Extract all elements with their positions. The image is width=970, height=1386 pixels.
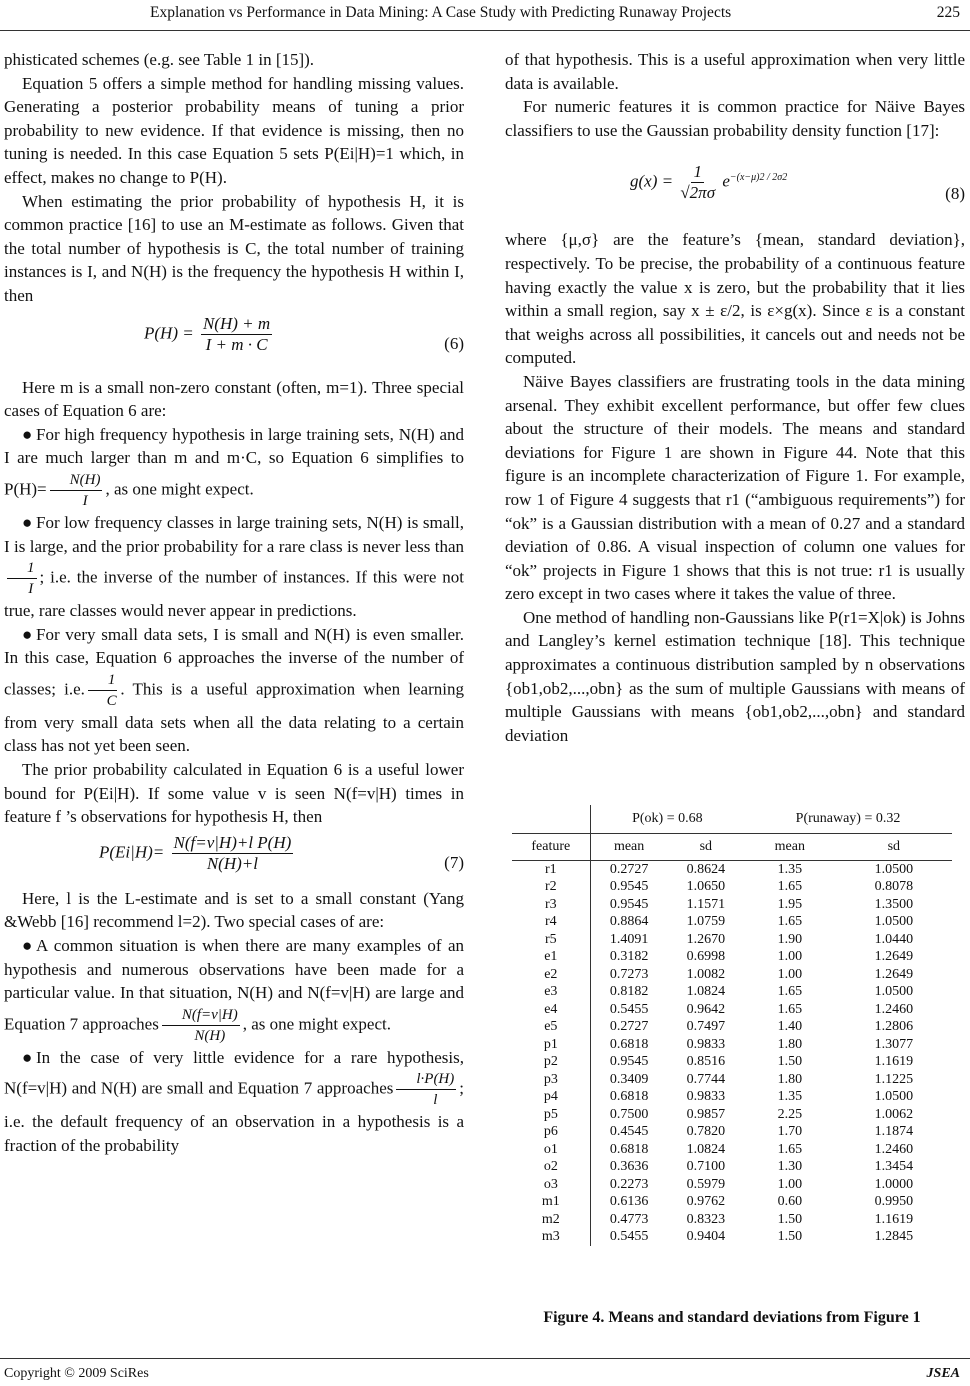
table-cell: p4: [543, 1089, 558, 1105]
denominator: C: [106, 692, 117, 709]
denominator: I: [82, 492, 88, 509]
footer-rule: [0, 1358, 970, 1359]
table-cell: 1.0824: [686, 1141, 726, 1157]
table-cell: r5: [544, 931, 557, 947]
column-header: feature: [512, 834, 590, 861]
denominator: I: [28, 581, 34, 598]
table-cell: 1.2460: [874, 1141, 914, 1157]
table-cell: 0.9545: [590, 1054, 667, 1072]
table-cell: e2: [544, 966, 558, 982]
table-cell: 0.6818: [590, 1089, 667, 1107]
table-cell: 0.9857: [686, 1106, 726, 1122]
table-cell: 1.0759: [686, 914, 726, 930]
table-cell: 1.2845: [874, 1229, 914, 1245]
page-header: [0, 0, 970, 31]
table-cell: 0.8182: [590, 984, 667, 1002]
table-cell: 0.2727: [590, 861, 667, 879]
table-cell: 0.8516: [686, 1054, 726, 1070]
table-cell: r4: [544, 914, 557, 930]
column-header: sd: [668, 834, 744, 861]
page-number: 225: [936, 4, 960, 21]
numerator: 1: [88, 670, 118, 691]
table-cell: 0.7500: [590, 1106, 667, 1124]
table-cell: 1.65: [777, 984, 803, 1000]
table-cell: e4: [544, 1001, 558, 1017]
figure-caption: Figure 4. Means and standard deviations from Figure 1: [543, 1309, 921, 1326]
bullet-item: [4, 423, 464, 511]
table-cell: 1.0000: [874, 1176, 914, 1192]
table-cell: 1.0824: [686, 984, 726, 1000]
table-cell: p1: [543, 1036, 558, 1052]
bullet-icon: ●: [22, 424, 33, 444]
table-cell: 1.0440: [874, 931, 914, 947]
table-row: [512, 1159, 952, 1177]
table-row: [512, 949, 952, 967]
table-cell: 1.50: [777, 1054, 803, 1070]
exponent: −(x−μ)2 / 2σ2: [729, 172, 788, 184]
table-cell: p6: [543, 1124, 558, 1140]
table-cell: 0.7100: [686, 1159, 726, 1175]
table-row: [512, 1141, 952, 1159]
paragraph: Näive Bayes classifiers are frustrating tools in the data mining arsenal. They exhibit excellent performance, but offer few clues about the structure of their models. The means and standard deviations for Figure 1 are shown in Figure 44. Note that this figure is an incomplete characterization of Figure 1. For example, row 1 of Figure 4 suggests that r1 (“ambiguous requirements”) for “ok” is a Gaussian distribution with a mean of 0.27 and a standard deviation of 0.86. A visual inspection of column one values for “ok” projects in Figure 1 shows that this is not true: r1 is usually zero except in two cases where it takes the value of three.: [505, 371, 965, 604]
equation-fraction: [680, 162, 715, 203]
table-cell: o2: [543, 1159, 558, 1175]
table-cell: 0.9950: [874, 1194, 914, 1210]
table-cell: p3: [543, 1071, 558, 1087]
table-row: [512, 1001, 952, 1019]
table-cell: 1.0082: [686, 966, 726, 982]
bullet-text: ; i.e. the default frequency of an observation in a hypothesis is a fraction of the probability: [4, 1078, 464, 1155]
table-cell: 1.65: [777, 1141, 803, 1157]
bullet-text: . This is a useful approximation when learning from very small data sets when all the data relating to a certain class has not yet been seen.: [4, 679, 464, 756]
table-row: [512, 1019, 952, 1037]
figure-4-table: [512, 805, 952, 1246]
table-cell: 1.50: [777, 1211, 803, 1227]
table-cell: 1.70: [777, 1124, 803, 1140]
table-cell: r2: [544, 879, 557, 895]
numerator: N(H) + m: [202, 313, 271, 333]
table-cell: 0.6818: [590, 1141, 667, 1159]
bullet-icon: ●: [22, 624, 33, 644]
table-row: [512, 914, 952, 932]
table-cell: 0.3409: [590, 1071, 667, 1089]
bullet-text: , as one might expect.: [105, 479, 254, 499]
table-cell: 1.2649: [874, 949, 914, 965]
table-cell: 0.9642: [686, 1001, 726, 1017]
table-cell: 0.8323: [686, 1211, 726, 1227]
paragraph: of that hypothesis. This is a useful approximation when very little data is available.: [505, 50, 965, 93]
equation-fraction: [201, 314, 272, 355]
table-cell: 0.9545: [590, 896, 667, 914]
table-row: [512, 1036, 952, 1054]
denominator: l: [433, 1092, 438, 1109]
column-header: sd: [836, 834, 952, 861]
table-cell: 0.7497: [686, 1019, 726, 1035]
table-row: [512, 1106, 952, 1124]
paragraph: Here m is a small non-zero constant (often, m=1). Three special cases of Equation 6 are:: [4, 377, 464, 421]
table-cell: 0.6998: [686, 949, 726, 965]
running-title: Explanation vs Performance in Data Mining: A Case Study with Predicting Runaway Projects: [150, 4, 732, 21]
table-cell: 1.1874: [874, 1124, 914, 1140]
inline-fraction: [88, 670, 118, 711]
paragraph: When estimating the prior probability of hypothesis H, it is common practice [16] to use an M-estimate as follows. Given that the total number of hypothesis is C, the total number of training instances is I, and N(H) is the frequency the hypothesis H within I, then: [4, 191, 464, 305]
numerator: l·P(H): [396, 1069, 456, 1090]
paragraph: The prior probability calculated in Equation 6 is a useful lower bound for P(Ei|H). If some value v is seen N(f=v|H) times in feature f ’s observations for hypothesis H, then: [4, 760, 464, 827]
table-cell: 0.5979: [686, 1176, 726, 1192]
equation-lhs: g(x) =: [630, 171, 674, 191]
numerator: 1: [693, 162, 702, 182]
inline-fraction: [7, 558, 37, 599]
table-cell: 1.00: [777, 1176, 803, 1192]
table-cell: 0.8078: [874, 879, 914, 895]
table-cell: 1.0500: [874, 914, 914, 930]
bullet-text: For very small data sets, I is small and N(H) is even smaller. In this case, Equation 6 approaches the inverse of the number of classes; i.e.: [4, 624, 464, 699]
bullet-icon: ●: [22, 512, 33, 532]
table-cell: 1.2460: [874, 1001, 914, 1017]
table-cell: 0.6136: [590, 1194, 667, 1212]
table-row: [512, 1054, 952, 1072]
table-row: [512, 966, 952, 984]
table-row: [512, 1211, 952, 1229]
table-cell: 0.5455: [590, 1229, 667, 1247]
table-cell: 0.9762: [686, 1194, 726, 1210]
equation-lhs: P(Ei|H)=: [99, 842, 165, 862]
table-cell: 1.1619: [874, 1054, 914, 1070]
inline-fraction: [162, 1005, 240, 1046]
table-cell: 1.3454: [874, 1159, 914, 1175]
equation-fraction: [172, 833, 294, 874]
table-row: [512, 879, 952, 897]
table-cell: r1: [544, 861, 557, 877]
table-cell: e1: [544, 949, 558, 965]
denominator: N(H)+l: [206, 853, 258, 873]
equation-number: (8): [945, 184, 965, 204]
bullet-item: [4, 511, 464, 623]
table-cell: 1.2806: [874, 1019, 914, 1035]
table-cell: 2.25: [777, 1106, 803, 1122]
table-cell: 0.7820: [686, 1124, 726, 1140]
table-cell: 1.50: [777, 1229, 803, 1245]
table-cell: 0.60: [777, 1194, 803, 1210]
table-cell: 0.9545: [590, 879, 667, 897]
table-cell: 0.8864: [590, 914, 667, 932]
table-cell: 0.9404: [686, 1229, 726, 1245]
table-cell: 1.1619: [874, 1211, 914, 1227]
left-column: [4, 48, 464, 1158]
table-cell: 0.3636: [590, 1159, 667, 1177]
table-cell: r3: [544, 896, 557, 912]
bullet-item: [4, 1046, 464, 1158]
bullet-item: [4, 934, 464, 1046]
denominator: I + m · C: [205, 334, 268, 354]
bullet-icon: ●: [22, 936, 33, 956]
table-corner: [512, 805, 590, 834]
bullet-text: A common situation is when there are many examples of an hypothesis and numerous observations have been made for a particular value. In that situation, N(H) and N(f=v|H) are large and Equation 7 approaches: [4, 936, 464, 1034]
table-cell: o3: [543, 1176, 558, 1192]
numerator: 1: [7, 558, 37, 579]
table-cell: 0.2727: [590, 1019, 667, 1037]
table-cell: 1.30: [777, 1159, 803, 1175]
column-header: mean: [744, 834, 836, 861]
table-cell: 1.0500: [874, 984, 914, 1000]
table-cell: 0.9833: [686, 1036, 726, 1052]
table-cell: p5: [543, 1106, 558, 1122]
right-column: [505, 48, 965, 747]
paragraph: For numeric features it is common practice for Näive Bayes classifiers to use the Gaussian probability density function [17]:: [505, 97, 965, 140]
equation-lhs: P(H) =: [144, 322, 194, 342]
table-cell: 1.4091: [590, 931, 667, 949]
table-cell: 1.80: [777, 1036, 803, 1052]
copyright: Copyright © 2009 SciRes: [4, 1366, 149, 1381]
table-cell: 1.3500: [874, 896, 914, 912]
paragraph: Here, l is the L-estimate and is set to a small constant (Yang &Webb [16] recommend l=2). Two special cases of are:: [4, 888, 464, 932]
table-cell: 0.5455: [590, 1001, 667, 1019]
table-cell: 1.0650: [686, 879, 726, 895]
table-cell: 0.7273: [590, 966, 667, 984]
table-row: [512, 861, 952, 879]
inline-fraction: [50, 470, 103, 511]
table-cell: 0.4773: [590, 1211, 667, 1229]
table-cell: 1.0062: [874, 1106, 914, 1122]
denominator: N(H): [194, 1027, 226, 1044]
table-cell: 1.35: [777, 861, 803, 877]
table-cell: 0.4545: [590, 1124, 667, 1142]
group-header-ok: P(ok) = 0.68: [590, 805, 744, 834]
table-cell: 1.65: [777, 879, 803, 895]
table-cell: 1.95: [777, 896, 803, 912]
table-cell: 1.00: [777, 966, 803, 982]
table-row: [512, 1176, 952, 1194]
table-cell: e5: [544, 1019, 558, 1035]
table-row: [512, 1124, 952, 1142]
table-cell: 0.8624: [686, 861, 726, 877]
table-cell: 1.00: [777, 949, 803, 965]
table-row: [512, 1071, 952, 1089]
table-body: [512, 861, 952, 1247]
table-cell: 1.90: [777, 931, 803, 947]
table-cell: p2: [543, 1054, 558, 1070]
bullet-text: ; i.e. the inverse of the number of instances. If this were not true, rare classes would never appear in predictions.: [4, 567, 464, 621]
bullet-item: [4, 623, 464, 758]
bullet-text: For high frequency hypothesis in large training sets, N(H) and I are much larger than m and m·C, so Equation 6 simplifies to P(H)=: [4, 424, 464, 499]
numerator: N(f=v|H)+l P(H): [173, 832, 292, 852]
table-cell: 0.3182: [590, 949, 667, 967]
table-row: [512, 896, 952, 914]
table-cell: o1: [543, 1141, 558, 1157]
table-cell: 1.40: [777, 1019, 803, 1035]
inline-fraction: [396, 1069, 456, 1110]
exp-base: e: [722, 171, 730, 191]
table-row: [512, 1089, 952, 1107]
table-cell: 0.2273: [590, 1176, 667, 1194]
table-cell: 1.35: [777, 1089, 803, 1105]
table-cell: m2: [541, 1211, 560, 1227]
table-row: [512, 931, 952, 949]
table-cell: m3: [541, 1229, 560, 1245]
table-cell: 1.0500: [874, 861, 914, 877]
table-cell: 1.3077: [874, 1036, 914, 1052]
table-cell: m1: [541, 1194, 560, 1210]
paragraph: where {μ,σ} are the feature’s {mean, standard deviation}, respectively. To be precise, the probability of a continuous feature having exactly the value x is zero, but the probability that it lies within a small region, say x ± ε/2, is ε×g(x). Since ε is a constant that weighs across all possibilities, it cancels out and needs not be computed.: [505, 230, 965, 368]
journal-name: JSEA: [926, 1366, 960, 1381]
equation-number: (6): [444, 333, 464, 353]
table-cell: 1.80: [777, 1071, 803, 1087]
table-cell: 1.2649: [874, 966, 914, 982]
equation-7: [4, 833, 464, 887]
table-cell: 1.2670: [686, 931, 726, 947]
table-cell: e3: [544, 984, 558, 1000]
table-row: [512, 1229, 952, 1247]
table-row: [512, 1194, 952, 1212]
table-cell: 1.65: [777, 914, 803, 930]
equation-8: [505, 148, 965, 228]
denominator: √2πσ: [680, 183, 716, 203]
table-row: [512, 984, 952, 1002]
bullet-text: For low frequency classes in large training sets, N(H) is small, I is large, and the prior probability for a rare class is never less than: [4, 512, 464, 556]
table-cell: 0.6818: [590, 1036, 667, 1054]
paragraph: One method of handling non-Gaussians like P(r1=X|ok) is Johns and Langley’s kernel estimation technique [18]. This technique approximates a continuous distribution sampled by n observations {ob1,ob2,...,obn} as the sum of multiple Gaussians with means of multiple Gaussians with means {ob1,ob2,...,obn} and standard deviation: [505, 607, 965, 745]
table-cell: 0.9833: [686, 1089, 726, 1105]
paragraph: phisticated schemes (e.g. see Table 1 in [15]).: [4, 50, 315, 69]
table-cell: 1.0500: [874, 1089, 914, 1105]
table-cell: 0.7744: [686, 1071, 726, 1087]
equation-number: (7): [444, 852, 464, 872]
bullet-icon: ●: [22, 1047, 33, 1067]
paragraph: Equation 5 offers a simple method for handling missing values. Generating a posterior probability means of tuning a prior probability to new evidence. If that evidence is missing, then no tuning is needed. In this case Equation 5 sets P(Ei|H)=1 which, in effect, makes no change to P(H).: [4, 73, 464, 187]
group-header-runaway: P(runaway) = 0.32: [795, 811, 901, 826]
column-header: mean: [590, 834, 667, 861]
equation-6: [4, 314, 464, 376]
bullet-text: , as one might expect.: [242, 1014, 391, 1034]
table-cell: 1.1571: [686, 896, 726, 912]
table-cell: 1.65: [777, 1001, 803, 1017]
table-cell: 1.1225: [874, 1071, 914, 1087]
numerator: N(H): [50, 470, 103, 491]
numerator: N(f=v|H): [162, 1005, 240, 1026]
bullet-text: In the case of very little evidence for a rare hypothesis, N(f=v|H) and N(H) are small and Equation 7 approaches: [4, 1047, 464, 1098]
